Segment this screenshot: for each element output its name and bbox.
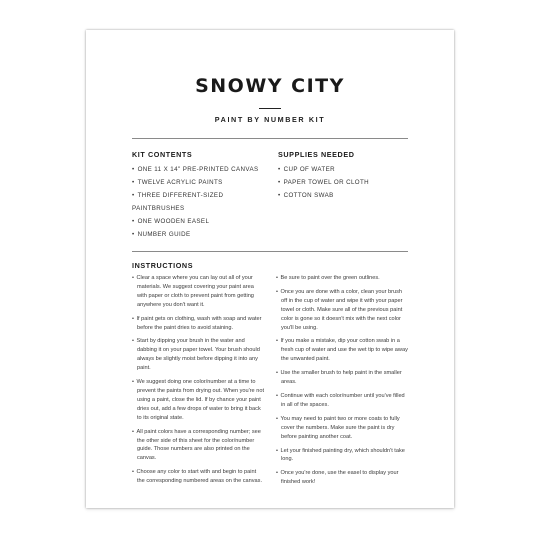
instructions-section xyxy=(132,274,408,492)
instruction-step: • You may need to paint two or more coats to fully cover the numbers. Make sure the paint is dry before painting another coat. xyxy=(276,415,408,442)
instructions-left-column xyxy=(132,274,264,492)
kit-contents xyxy=(132,150,272,241)
instruction-step: • Once you are done with a color, clean your brush off in the cup of water and wipe it with your paper towel or cloth. Make sure all of the previous paint color is gone so it doesn't mix with the next color you'll be using. xyxy=(276,288,408,333)
instructions-title: INSTRUCTIONS xyxy=(132,261,194,270)
instruction-step: • All paint colors have a corresponding number; see the other side of this sheet for the color/number guide. Those numbers are also printed on the canvas. xyxy=(132,428,264,464)
supplies-needed-title: SUPPLIES NEEDED xyxy=(278,150,355,159)
instruction-step: • If paint gets on clothing, wash with soap and water before the paint dries to avoid staining. xyxy=(132,315,264,333)
instructions-right-column xyxy=(276,274,408,492)
list-item: • ONE 11 X 14" PRE-PRINTED CANVAS xyxy=(132,163,272,176)
instruction-step: • Clear a space where you can lay out all of your materials. We suggest covering your paint area with paper or cloth to prevent paint from getting anywhere you don't want it. xyxy=(132,274,264,310)
list-item: • PAPER TOWEL OR CLOTH xyxy=(278,176,408,189)
list-item: • THREE DIFFERENT-SIZED PAINTBRUSHES xyxy=(132,189,272,215)
instruction-sheet xyxy=(86,30,454,508)
section-divider-middle xyxy=(132,251,408,252)
page-subtitle: PAINT BY NUMBER KIT xyxy=(214,115,326,124)
section-divider-top xyxy=(132,138,408,139)
list-item: • CUP OF WATER xyxy=(278,163,408,176)
instruction-step: • Once you're done, use the easel to display your finished work! xyxy=(276,469,408,487)
list-item: • NUMBER GUIDE xyxy=(132,228,272,241)
instruction-step: • Let your finished painting dry, which shouldn't take long. xyxy=(276,447,408,465)
kit-contents-list xyxy=(132,163,272,241)
instruction-step: • Choose any color to start with and begin to paint the corresponding numbered areas on the canvas. xyxy=(132,468,264,486)
list-item: • COTTON SWAB xyxy=(278,189,408,202)
list-item: • ONE WOODEN EASEL xyxy=(132,215,272,228)
instruction-step: • Use the smaller brush to help paint in the smaller areas. xyxy=(276,369,408,387)
instruction-step: • Start by dipping your brush in the water and dabbing it on your paper towel. Your brush should always be slightly moist before dipping it into any paint. xyxy=(132,337,264,373)
page-title: SNOWY CITY xyxy=(195,75,345,97)
instruction-step: • Be sure to paint over the green outlines. xyxy=(276,274,408,283)
kit-contents-title: KIT CONTENTS xyxy=(132,150,193,159)
instruction-step: • We suggest doing one color/number at a time to prevent the paints from drying out. When you're not using a paint, close the lid. If by chance your paint dries out, add a few drops of water to bring it back to its original state. xyxy=(132,378,264,423)
instruction-step: • Continue with each color/number until you've filled in all of the spaces. xyxy=(276,392,408,410)
title-divider xyxy=(259,108,281,109)
supplies-needed xyxy=(278,150,408,241)
instruction-step: • If you make a mistake, dip your cotton swab in a fresh cup of water and use the wet tip to wipe away the unwanted paint. xyxy=(276,337,408,364)
supplies-needed-list xyxy=(278,163,408,202)
list-item: • TWELVE ACRYLIC PAINTS xyxy=(132,176,272,189)
kit-section xyxy=(132,150,408,241)
